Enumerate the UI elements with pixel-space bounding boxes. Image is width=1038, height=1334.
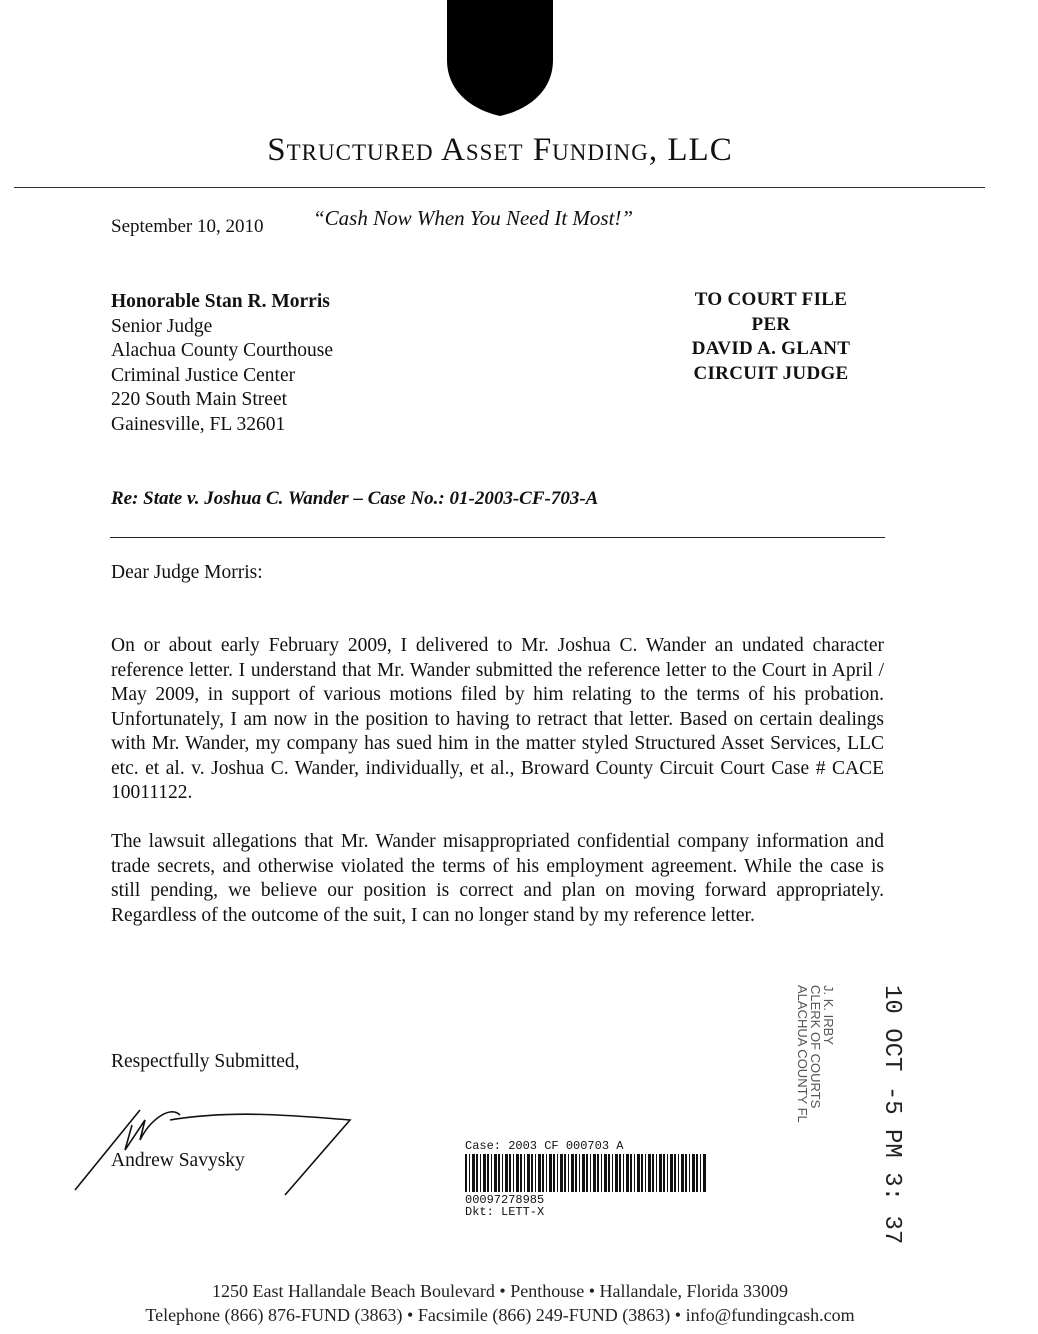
barcode-number: 00097278985 — [465, 1193, 545, 1207]
signature-icon — [70, 1090, 360, 1200]
stamp-line: CIRCUIT JUDGE — [693, 362, 849, 384]
barcode-docket: Dkt: LETT-X — [465, 1205, 545, 1219]
stamp-line: PER — [751, 313, 791, 335]
salutation: Dear Judge Morris: — [111, 562, 263, 583]
recipient-line: Alachua County Courthouse — [111, 340, 334, 361]
stamp-line: TO COURT FILE — [694, 289, 848, 310]
letter-date: September 10, 2010 — [111, 216, 264, 237]
shield-logo-icon — [447, 0, 553, 116]
filing-datetime-stamp: 10 OCT -5 PM 3: 37 — [878, 985, 905, 1245]
closing: Respectfully Submitted, — [111, 1051, 300, 1072]
paragraph: The lawsuit allegations that Mr. Wander misappropriated confidential company information and trade secrets, and otherwise violated the terms of his employment agreement. While the case is still pending, we believe our position is correct and plan on moving forward appropriately. Regardless of the outcome of the suit, I can no longer stand by my reference letter. — [111, 831, 884, 926]
clerk-line: CLERK OF COURTS — [808, 985, 823, 1109]
recipient-name: Honorable Stan R. Morris — [111, 291, 330, 312]
recipient-line: Criminal Justice Center — [111, 364, 296, 386]
barcode-bars — [465, 1154, 707, 1192]
stamp-line: DAVID A. GLANT — [691, 338, 851, 359]
recipient-line: 220 South Main Street — [111, 389, 288, 410]
signer-name: Andrew Savysky — [111, 1150, 245, 1171]
recipient-line: Gainesville, FL 32601 — [111, 413, 286, 435]
company-name: Structured Asset Funding, LLC — [267, 132, 733, 168]
divider — [110, 537, 885, 538]
case-barcode — [465, 1140, 707, 1218]
clerk-line: J. K. IRBY — [821, 985, 836, 1045]
tagline: “Cash Now When You Need It Most!” — [313, 206, 634, 230]
footer-contact: Telephone (866) 876-FUND (3863) • Facsimile (866) 249-FUND (3863) • info@fundingcash.com — [145, 1305, 855, 1325]
recipient-line: Senior Judge — [111, 315, 213, 337]
clerk-line: ALACHUA COUNTY FL — [795, 985, 810, 1123]
court-file-stamp — [680, 288, 862, 386]
re-line: Re: State v. Joshua C. Wander – Case No.: 01-2003-CF-703-A — [111, 488, 599, 509]
footer-address: 1250 East Hallandale Beach Boulevard • Penthouse • Hallandale, Florida 33009 — [212, 1281, 788, 1301]
clerk-stamp — [796, 985, 835, 1165]
paragraph: On or about early February 2009, I delivered to Mr. Joshua C. Wander an undated character reference letter. I understand that Mr. Wander submitted the reference letter to the Court in April / May 2009, in support of various motions filed by him relating to the terms of his probation. Unfortunately, I am now in the position to having to retract that letter. Based on certain dealings with Mr. Wander, my company has sued him in the matter styled Structured Asset Services, LLC etc. et al. v. Joshua C. Wander, individually, et al., Broward County Circuit Court Case # CACE 10011122. — [111, 635, 884, 803]
barcode-case: Case: 2003 CF 000703 A — [465, 1139, 624, 1153]
divider — [14, 187, 985, 188]
